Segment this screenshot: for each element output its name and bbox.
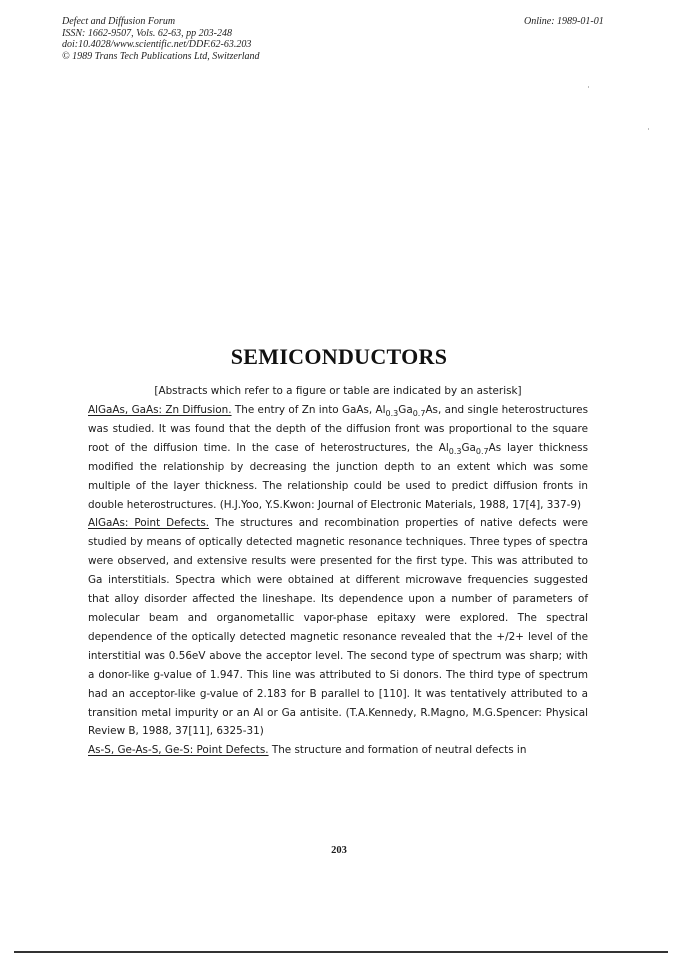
abstract-text: Ga <box>398 404 413 416</box>
abstract-text: Ga <box>461 441 476 454</box>
abstract-point-defects-as-s <box>88 741 588 760</box>
subscript: 0.7 <box>475 446 489 456</box>
abstract-topic: AlGaAs, GaAs: Zn Diffusion. <box>88 404 232 416</box>
copyright-line: © 1989 Trans Tech Publications Ltd, Switzerland <box>62 50 260 62</box>
abstract-text: The entry of Zn into GaAs, Al <box>231 404 386 416</box>
section-title: SEMICONDUCTORS <box>230 344 448 369</box>
subscript: 0.3 <box>385 409 399 418</box>
abstract-topic: As-S, Ge-As-S, Ge-S: Point Defects. <box>88 744 269 757</box>
abstract-text: As layer thickness modified the relationship by decreasing the junction depth to an extent which was some multiple of the layer thickness. The relationship could be used to predict diffusion fronts in double heterostructures. (H.J.Yoo, Y.S.Kwon: Journal of Electronic Materials, 1988, 17[4], 337-9) <box>88 441 588 511</box>
journal-header <box>62 16 260 62</box>
page-number: 203 <box>331 845 347 856</box>
journal-name: Defect and Diffusion Forum <box>62 16 176 27</box>
scan-speck <box>588 86 589 88</box>
footer-rule <box>14 951 668 953</box>
online-date: Online: 1989-01-01 <box>524 16 604 27</box>
doi-line: doi:10.4028/www.scientific.net/DDF.62-63.203 <box>62 39 252 50</box>
issn-line: ISSN: 1662-9507, Vols. 62-63, pp 203-248 <box>62 27 232 39</box>
abstract-text: As, and single heterostructures was studied. It was found that the depth of the diffusion front was proportional to the square root of the diffusion time. In the case of heterostructures, the Al <box>88 404 588 454</box>
subscript: 0.3 <box>448 446 462 456</box>
abstract-point-defects-algaas <box>88 514 588 741</box>
abstract-topic: AlGaAs: Point Defects. <box>88 517 210 530</box>
abstract-text: The structures and recombination properties of native defects were studied by means of optically detected magnetic resonance techniques. Three types of spectra were observed, and extensive results were presented for the first type. This was attributed to Ga interstitials. Spectra which were obtained at different microwave frequencies suggested that alloy disorder affected the lineshape. Its dependence upon a number of parameters of molecular beam and organometallic vapor-phase epitaxy were explored. The spectral dependence of the optically detected magnetic resonance revealed that the +/2+ level of the interstitial was 0.56eV above the acceptor level. The second type of spectrum was sharp; with a donor-like g-value of 1.947. This line was attributed to Si donors. The third type of spectrum had an acceptor-like g-value of 2.183 for B parallel to [110]. It was tentatively attributed to a transition metal impurity or an Al or Ga antisite. (T.A.Kennedy, R.Magno, M.G.Spencer: Physical Review B, 1988, 37[11], 6325-31) <box>88 517 588 738</box>
scan-speck <box>648 128 649 130</box>
abstract-zn-diffusion <box>88 401 588 514</box>
abstract-text: The structure and formation of neutral defects in <box>268 744 527 757</box>
subscript: 0.7 <box>412 409 426 418</box>
abstracts-body <box>88 401 588 760</box>
asterisk-note: [Abstracts which refer to a figure or table are indicated by an asterisk] <box>154 385 522 397</box>
